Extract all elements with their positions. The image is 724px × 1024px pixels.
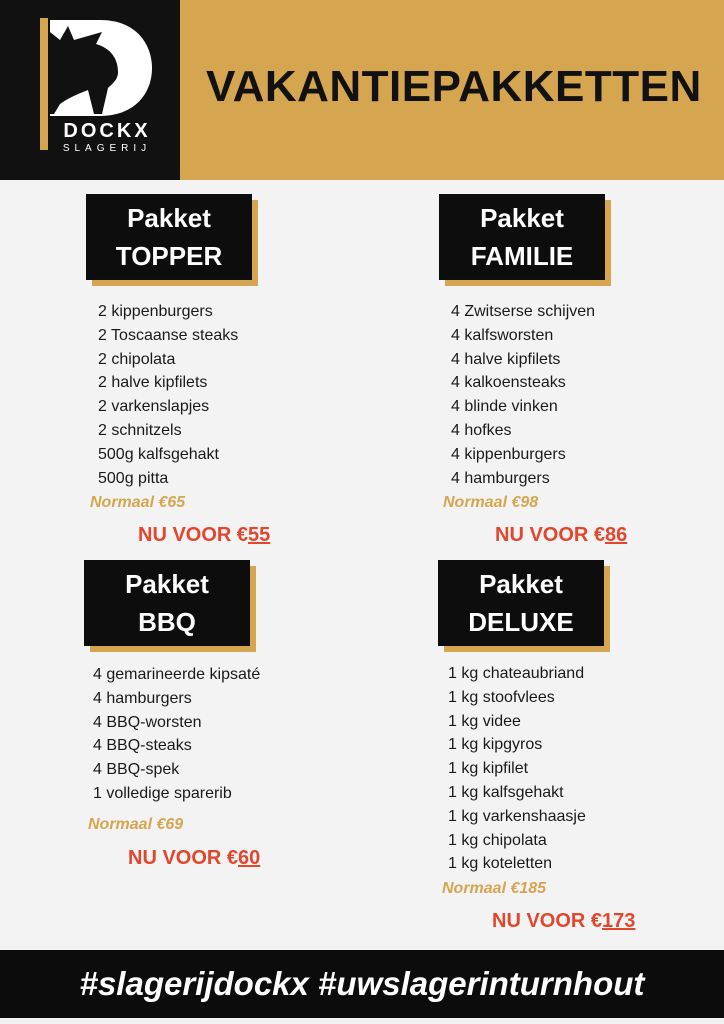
- header-banner: [0, 0, 724, 180]
- package-title-line1: Pakket: [125, 569, 209, 599]
- list-item: 2 kippenburgers: [98, 303, 213, 320]
- list-item: 4 BBQ-steaks: [93, 737, 192, 755]
- normal-price: Normaal €185: [442, 880, 547, 897]
- list-item: 500g kalfsgehakt: [98, 445, 219, 463]
- offer-prefix: NU VOOR €: [138, 524, 249, 546]
- list-item: 2 varkenslapjes: [98, 398, 210, 416]
- package-title-line2: DELUXE: [468, 607, 574, 637]
- offer-price: [492, 910, 635, 933]
- list-item: 1 kg varkenshaasje: [448, 807, 586, 825]
- list-item: 1 kg kipgyros: [448, 736, 543, 754]
- list-item: 4 gemarineerde kipsaté: [93, 666, 261, 683]
- offer-price: [138, 524, 270, 547]
- footer-hashtags: #slagerijdockx #uwslagerinturnhout: [79, 965, 645, 1002]
- list-item: 4 hamburgers: [451, 469, 550, 487]
- package-deluxe: [438, 560, 724, 940]
- normal-price: Normaal €69: [88, 816, 184, 833]
- offer-price: [495, 524, 627, 547]
- list-item: 4 Zwitserse schijven: [451, 303, 596, 320]
- list-item: 2 Toscaanse steaks: [98, 326, 239, 344]
- list-item: 4 kippenburgers: [451, 445, 566, 463]
- list-item: 4 hamburgers: [93, 689, 192, 707]
- list-item: 1 kg videe: [448, 712, 521, 730]
- package-item-list: [98, 300, 238, 490]
- list-item: 4 hofkes: [451, 421, 512, 439]
- list-item: 1 volledige sparerib: [93, 784, 232, 802]
- package-item-list: [448, 662, 586, 876]
- package-title-line2: FAMILIE: [470, 241, 574, 271]
- bull-head-icon: [48, 18, 152, 118]
- list-item: 4 halve kipfilets: [451, 350, 561, 368]
- logo-name: DOCKX: [63, 120, 151, 142]
- normal-price: Normaal €65: [90, 494, 186, 511]
- offer-price: [128, 847, 260, 870]
- offer-prefix: NU VOOR €: [128, 847, 239, 869]
- list-item: 1 kg chateaubriand: [448, 665, 585, 682]
- package-item-list: [93, 663, 260, 806]
- list-item: 1 kg koteletten: [448, 855, 553, 873]
- package-badge: [439, 194, 611, 286]
- package-item-list: [451, 300, 595, 490]
- list-item: 500g pitta: [98, 469, 169, 487]
- normal-price: Normaal €98: [443, 494, 539, 511]
- package-familie: [439, 194, 724, 554]
- offer-amount: 55: [248, 524, 271, 546]
- list-item: 1 kg kipfilet: [448, 760, 529, 778]
- logo[interactable]: [0, 0, 180, 180]
- list-item: 4 BBQ-spek: [93, 761, 180, 779]
- offer-amount: 60: [238, 847, 261, 869]
- offer-prefix: NU VOOR €: [495, 524, 606, 546]
- list-item: 2 halve kipfilets: [98, 374, 208, 392]
- list-item: 4 blinde vinken: [451, 398, 558, 416]
- list-item: 1 kg kalfsgehakt: [448, 783, 564, 801]
- package-title-line1: Pakket: [127, 203, 211, 233]
- package-topper: [86, 194, 416, 554]
- list-item: 1 kg chipolata: [448, 831, 547, 849]
- page-title: VAKANTIEPAKKETTEN: [206, 62, 702, 111]
- package-title-line1: Pakket: [479, 569, 563, 599]
- package-title: [86, 194, 252, 280]
- package-title-line1: Pakket: [480, 203, 564, 233]
- list-item: 2 schnitzels: [98, 421, 182, 439]
- list-item: 2 chipolata: [98, 350, 176, 368]
- offer-amount: 173: [602, 910, 636, 932]
- package-badge: [86, 194, 258, 286]
- package-title: [84, 560, 250, 646]
- offer-amount: 86: [605, 524, 628, 546]
- package-title-line2: TOPPER: [115, 241, 223, 271]
- list-item: 4 BBQ-worsten: [93, 713, 202, 731]
- offer-prefix: NU VOOR €: [492, 910, 603, 932]
- list-item: 4 kalfsworsten: [451, 326, 554, 344]
- package-badge: [438, 560, 610, 652]
- list-item: 4 kalkoensteaks: [451, 374, 566, 392]
- list-item: 1 kg stoofvlees: [448, 688, 555, 706]
- logo-accent-bar: [40, 18, 48, 150]
- package-title: [439, 194, 605, 280]
- package-bbq: [84, 560, 414, 880]
- package-title: [438, 560, 604, 646]
- package-badge: [84, 560, 256, 652]
- footer-banner: [0, 950, 724, 1018]
- logo-subtitle: SLAGERIJ: [62, 143, 152, 154]
- package-title-line2: BBQ: [138, 607, 196, 637]
